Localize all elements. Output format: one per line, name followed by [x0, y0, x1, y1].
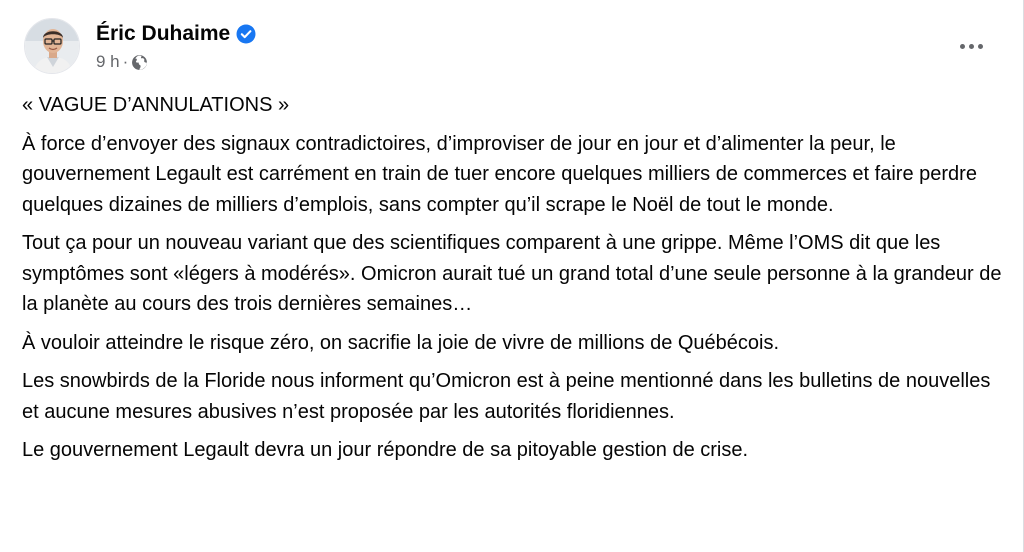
post-paragraph: Les snowbirds de la Floride nous informent qu’Omicron est à peine mentionné dans les bulletins de nouvelles et aucune mesures abusives n’est proposée par les autorités floridiennes. — [22, 370, 991, 423]
verified-badge-icon — [236, 24, 256, 44]
avatar-image — [25, 19, 80, 74]
avatar[interactable] — [24, 18, 80, 74]
post-header — [24, 18, 999, 78]
author-row — [96, 20, 256, 48]
post-paragraph: Tout ça pour un nouveau variant que des scientifiques comparent à une grippe. Même l’OMS dit que les symptômes sont «légers à modérés». Omicron aurait tué un grand total d’une seule personne à la grandeur de la planète au cours des trois dernières semaines… — [22, 232, 1002, 315]
post-meta — [96, 51, 256, 73]
author-name[interactable]: Éric Duhaime — [96, 22, 231, 45]
post-paragraph: À force d’envoyer des signaux contradictoires, d’improviser de jour en jour et d’alimenter la peur, le gouvernement Legault est carrément en train de tuer encore quelques milliers de commerces et faire perdre quelques dizaines de milliers d’emplois, sans compter qu’il scrape le Noël de tout le monde. — [22, 132, 977, 216]
post-paragraph: À vouloir atteindre le risque zéro, on sacrifie la joie de vivre de millions de Québécois. — [22, 331, 780, 354]
author-block — [96, 20, 256, 73]
post-paragraph-title: « VAGUE D’ANNULATIONS » — [22, 94, 290, 116]
post-paragraph: Le gouvernement Legault devra un jour répondre de sa pitoyable gestion de crise. — [22, 439, 749, 461]
meta-separator: · — [122, 52, 129, 71]
more-options-button[interactable] — [951, 30, 991, 62]
post-timestamp[interactable]: 9 h — [96, 52, 120, 71]
globe-icon[interactable] — [131, 54, 148, 71]
post-text — [22, 90, 1002, 474]
more-horizontal-icon — [960, 44, 983, 49]
